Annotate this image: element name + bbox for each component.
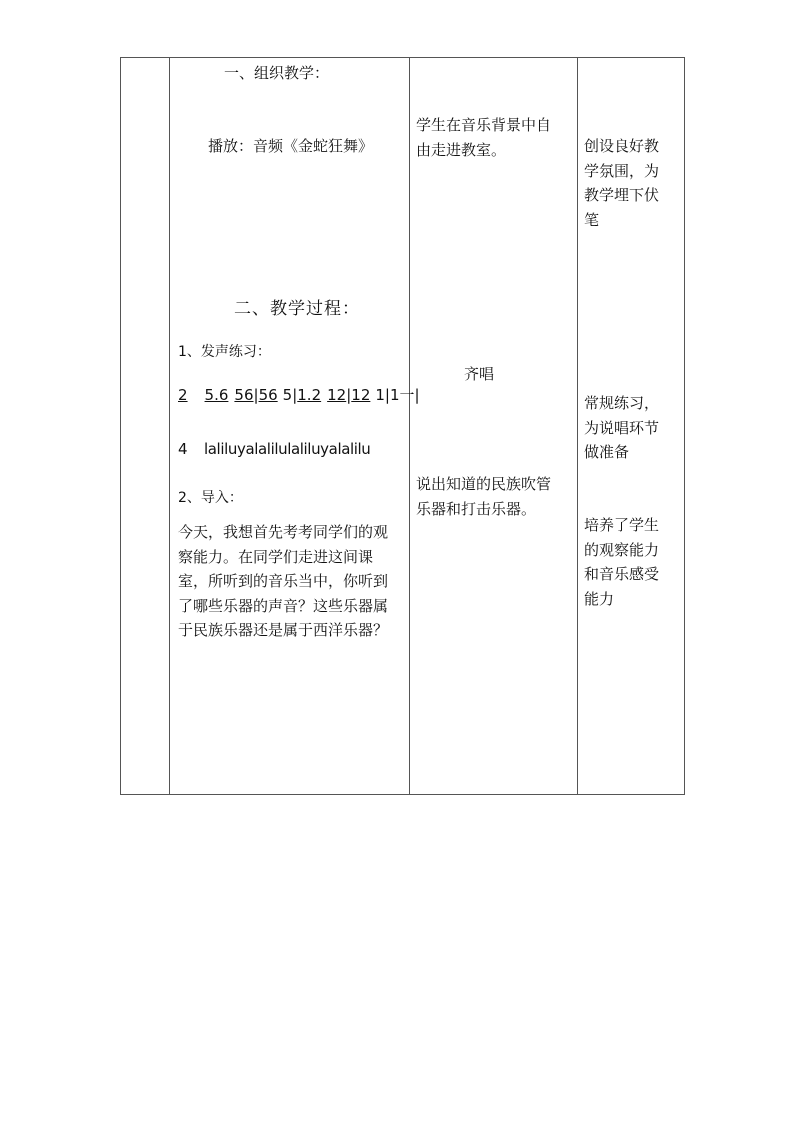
- note-group: 1: [375, 386, 385, 404]
- syllables-line: laliluyalalilulaliluyalalilu: [204, 440, 371, 458]
- dash: 一: [399, 386, 415, 404]
- paragraph-line: 于民族乐器还是属于西洋乐器？: [178, 621, 389, 639]
- paragraph-line: 和音乐感受: [584, 565, 660, 583]
- table-row: [121, 58, 685, 795]
- item-2-title: 2、导入：: [178, 490, 243, 506]
- paragraph-line: 学氛围，为: [584, 161, 660, 180]
- note-group: 12: [351, 386, 371, 404]
- paragraph-line: 了哪些乐器的声音？这些乐器属: [178, 596, 389, 615]
- note-group: 5: [282, 386, 293, 404]
- walk-in-text: [416, 113, 551, 162]
- paragraph-line: 室，所听到的音乐当中，你听到: [178, 572, 389, 590]
- note-group: 12: [327, 386, 347, 404]
- bar-line: |: [414, 386, 420, 404]
- teaching-content-cell: [170, 58, 420, 795]
- bar-line: |: [346, 386, 352, 404]
- paragraph-line: 由走进教室。: [416, 140, 507, 159]
- note-group: 56: [234, 386, 254, 404]
- goal-observation-text: [584, 513, 659, 611]
- section-1-title: 一、组织教学：: [224, 64, 330, 82]
- paragraph-line: 为说唱环节: [584, 418, 660, 437]
- note-group: 1: [389, 386, 400, 404]
- paragraph-line: 察能力。在同学们走进这间课: [178, 547, 374, 566]
- design-intent-cell: [578, 58, 685, 795]
- goal-practice-text: [584, 391, 659, 465]
- sing-text: 齐唱: [464, 365, 495, 383]
- bar-line: |: [292, 386, 298, 404]
- meter-denominator: 4: [178, 440, 188, 458]
- paragraph-line: 教学埋下伏: [584, 186, 660, 204]
- paragraph-line: 的观察能力: [584, 540, 660, 559]
- paragraph-line: 培养了学生: [584, 516, 660, 534]
- paragraph-line: 说出知道的民族吹管: [416, 475, 552, 493]
- meter-numerator: 2: [178, 386, 188, 404]
- paragraph-line: 创设良好教: [584, 137, 660, 155]
- paragraph-line: 笔: [584, 210, 600, 229]
- paragraph-line: 常规练习，: [584, 394, 660, 412]
- instruments-text: [416, 472, 551, 521]
- bar-line: |: [253, 386, 259, 404]
- goal-atmosphere-text: [584, 134, 659, 232]
- lesson-plan-table: [120, 57, 685, 795]
- item-1-title: 1、发声练习：: [178, 344, 271, 360]
- note-group: 56: [258, 386, 278, 404]
- paragraph-line: 学生在音乐背景中自: [416, 116, 552, 134]
- student-activity-cell: [410, 58, 578, 795]
- paragraph-line: 做准备: [584, 443, 630, 461]
- bar-line: |: [384, 386, 390, 404]
- section-2-title: 二、教学过程：: [234, 299, 360, 319]
- note-group: 5.6: [204, 386, 229, 404]
- paragraph-line: 能力: [584, 589, 615, 608]
- paragraph-line: 今天，我想首先考考同学们的观: [178, 523, 389, 541]
- note-group: 1.2: [297, 386, 322, 404]
- paragraph-line: 乐器和打击乐器。: [416, 499, 537, 518]
- blank-column-cell: [121, 58, 170, 795]
- play-audio-line: 播放：音频《金蛇狂舞》: [208, 137, 374, 155]
- vocal-exercise-notation: [178, 384, 420, 405]
- intro-paragraph: [178, 520, 388, 643]
